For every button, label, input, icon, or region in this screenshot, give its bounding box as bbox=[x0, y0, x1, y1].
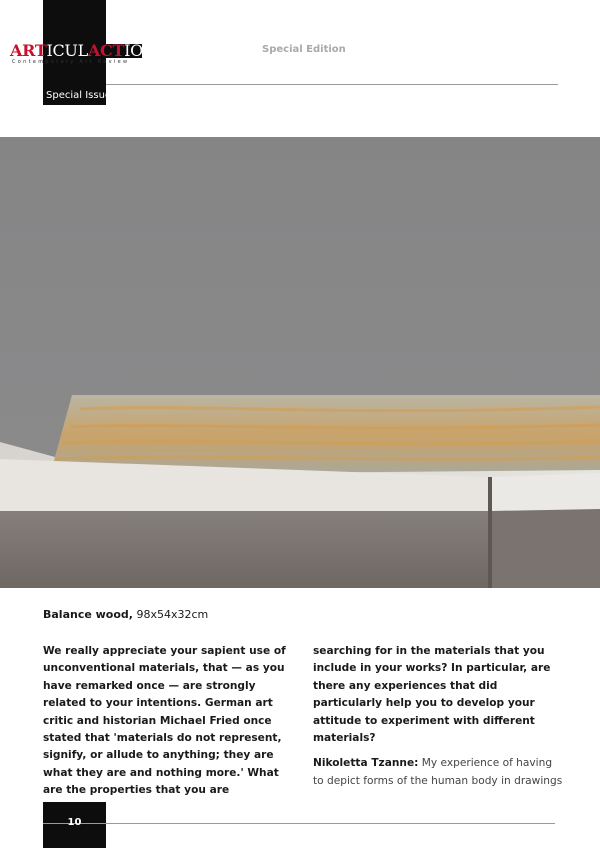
artwork-caption bbox=[43, 608, 208, 621]
logo-part: ION bbox=[124, 41, 157, 60]
logo-part: ART bbox=[10, 41, 47, 60]
header-divider bbox=[106, 84, 558, 85]
question-left-column: We really appreciate your sapient use of unconventional materials, that — as you have remarked once — are strongly related to your intentions. German art critic and historian Michael Fried once stated that 'materials do not represent, signify, or allude to anything; they are what they are and nothing more.' What are the properties that you are bbox=[43, 645, 286, 797]
artwork-dimensions: 98x54x32cm bbox=[132, 608, 209, 621]
logo-part: ICUL bbox=[46, 41, 88, 60]
page-number: 10 bbox=[67, 817, 82, 828]
right-column bbox=[313, 643, 563, 790]
logo bbox=[10, 42, 157, 59]
artwork-title: Balance wood, bbox=[43, 608, 133, 621]
logo-tagline: Contemporary Art Review bbox=[12, 59, 130, 65]
artwork-photo bbox=[0, 137, 600, 588]
answer-speaker: Nikoletta Tzanne: bbox=[313, 757, 419, 770]
edition-label: Special Edition bbox=[262, 44, 346, 55]
answer-text: My experience of having to depict forms of the human body in drawings bbox=[313, 757, 563, 787]
footer-divider bbox=[43, 823, 555, 824]
question-continuation: searching for in the materials that you include in your works? In particular, are there any experiences that did particularly help you to develop your attitude to experiment with different materials? bbox=[313, 645, 551, 745]
issue-label: Special Issue bbox=[46, 90, 112, 101]
answer-paragraph bbox=[313, 755, 563, 790]
logo-part: ACT bbox=[87, 41, 125, 60]
